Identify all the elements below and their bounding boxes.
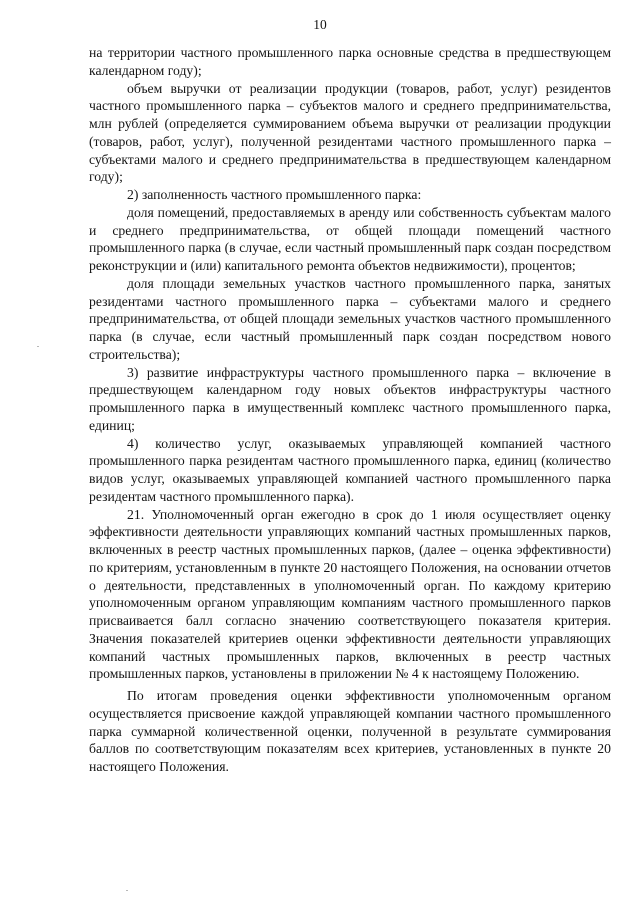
scan-speck [126, 890, 128, 891]
scan-speck [37, 346, 39, 347]
document-body [89, 44, 611, 776]
page-number: 10 [313, 17, 327, 32]
paragraph-revenue: объем выручки от реализации продукции (товаров, работ, услуг) резидентов частного промышленного парка – субъектов малого и среднего предпринимательства, млн рублей (определяется суммированием объема выручки от реализации продукции (товаров, работ, услуг), полученной резидентами частного промышленного парка – субъектами малого и среднего предпринимательства в предшествующем календарном году); [89, 80, 611, 185]
paragraph-fixed-assets-end: на территории частного промышленного парка основные средства в предшествующем календарном году); [89, 45, 611, 78]
paragraph-premises-share: доля помещений, предоставляемых в аренду или собственность субъектам малого и среднего предпринимательства, от общей площади помещений частного промышленного парка (в случае, если частный промышленный парк создан посредством реконструкции и (или) капитального ремонта объектов недвижимости), процентов; [89, 204, 611, 273]
paragraph-infrastructure: 3) развитие инфраструктуры частного промышленного парка – включение в предшествующем календарном году новых объектов инфраструктуры частного промышленного парка в имущественный комплекс частного промышленного парка, единиц; [89, 364, 611, 433]
paragraph-total-score: По итогам проведения оценки эффективности уполномоченным органом осуществляется присвоение каждой управляющей компании частного промышленного парка суммарной количественной оценки, полученной в результате суммирования баллов по соответствующим показателям всех критериев, установленных в пункте 20 настоящего Положения. [89, 688, 611, 774]
paragraph-services: 4) количество услуг, оказываемых управляющей компанией частного промышленного парка резидентам частного промышленного парка, единиц (количество видов услуг, оказываемых управляющей компанией частного промышленного парка резидентам частного промышленного парка). [89, 435, 611, 504]
paragraph-land-share: доля площади земельных участков частного промышленного парка, занятых резидентами частного промышленного парка – субъектами малого и среднего предпринимательства, от общей площади земельных участков частного промышленного парка (в случае, если частный промышленный парк создан посредством нового строительства); [89, 275, 611, 362]
paragraph-occupancy-heading: 2) заполненность частного промышленного парка: [127, 187, 422, 202]
paragraph-clause-21: 21. Уполномоченный орган ежегодно в срок до 1 июля осуществляет оценку эффективности деятельности управляющих компаний частных промышленных парков, включенных в реестр частных промышленных парков, (далее – оценка эффективности) по критериям, установленным в пункте 20 настоящего Положения, на основании отчетов о деятельности, представленных в уполномоченный орган. По каждому критерию уполномоченным органом управляющим компаниям частного промышленного парков присваивается балл согласно значению соответствующего показателя критерия. Значения показателей критериев оценки эффективности деятельности управляющих компаний частных промышленных парков, включенных в реестр частных промышленных парков, установлены в приложении № 4 к настоящему Положению. [89, 506, 611, 682]
